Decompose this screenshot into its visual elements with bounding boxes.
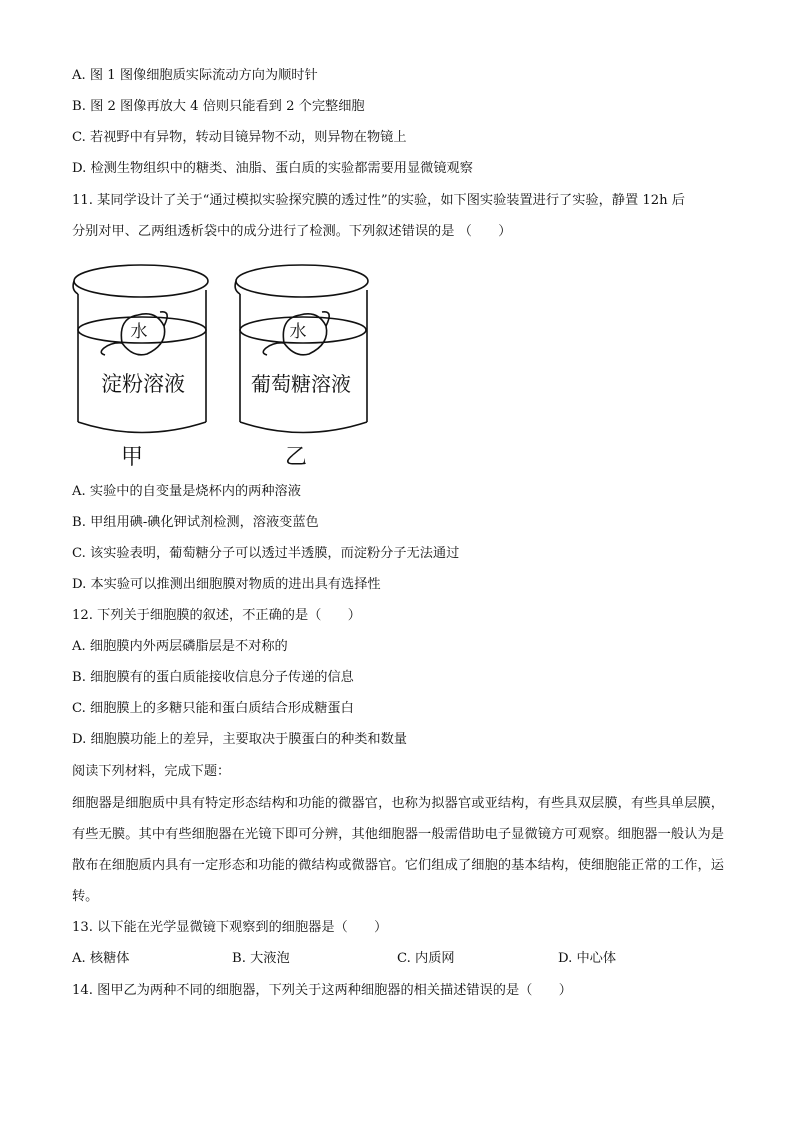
right-beaker-label: 乙 bbox=[284, 445, 308, 470]
q11-option-a: A. 实验中的自变量是烧杯内的两种溶液 bbox=[72, 484, 301, 499]
beaker-left bbox=[73, 265, 208, 433]
q12-option-a: A. 细胞膜内外两层磷脂层是不对称的 bbox=[72, 639, 288, 654]
q11-option-b: B. 甲组用碘-碘化钾试剂检测，溶液变蓝色 bbox=[72, 515, 319, 530]
reading-passage: 细胞器是细胞质中具有特定形态结构和功能的微器官，也称为拟器官或亚结构，有些具双层膜，有些具单层膜，有些无膜。其中有些细胞器在光镜下即可分辨，其他细胞器一般需借助电子显微镜方可观察。细胞器一般认为是散布在细胞质内具有一定形态和功能的微结构或微器官。它们组成了细胞的基本结构，使细胞能正常的工作，运转。 bbox=[72, 796, 724, 904]
left-bag-label: 水 bbox=[130, 322, 148, 342]
left-beaker-label: 甲 bbox=[120, 445, 144, 470]
q12-option-c: C. 细胞膜上的多糖只能和蛋白质结合形成糖蛋白 bbox=[72, 701, 354, 716]
reading-intro: 阅读下列材料，完成下题： bbox=[72, 764, 231, 779]
q11-option-d: D. 本实验可以推测出细胞膜对物质的进出具有选择性 bbox=[72, 577, 381, 592]
q11-stem-line1: 11. 某同学设计了关于“通过模拟实验探究膜的透过性”的实验，如下图实验装置进行了实验，静置 12h 后 bbox=[72, 193, 685, 208]
left-solution-label: 淀粉溶液 bbox=[101, 372, 185, 396]
q12-option-b: B. 细胞膜有的蛋白质能接收信息分子传递的信息 bbox=[72, 670, 354, 685]
q11-stem-line2: 分别对甲、乙两组透析袋中的成分进行了检测。下列叙述错误的是 （ ） bbox=[72, 224, 512, 239]
q11-figure bbox=[60, 250, 380, 475]
right-solution-label: 葡萄糖溶液 bbox=[251, 372, 351, 396]
q10-option-a: A. 图 1 图像细胞质实际流动方向为顺时针 bbox=[72, 68, 318, 83]
q11-option-c: C. 该实验表明，葡萄糖分子可以透过半透膜，而淀粉分子无法通过 bbox=[72, 546, 460, 561]
q13-option-b: B. 大液泡 bbox=[232, 951, 290, 966]
q10-option-b: B. 图 2 图像再放大 4 倍则只能看到 2 个完整细胞 bbox=[72, 99, 365, 114]
q12-stem: 12. 下列关于细胞膜的叙述，不正确的是（ ） bbox=[72, 608, 361, 623]
q13-option-d: D. 中心体 bbox=[558, 951, 617, 966]
q12-option-d: D. 细胞膜功能上的差异，主要取决于膜蛋白的种类和数量 bbox=[72, 732, 407, 747]
q13-stem: 13. 以下能在光学显微镜下观察到的细胞器是（ ） bbox=[72, 920, 388, 935]
q14-stem: 14. 图甲乙为两种不同的细胞器，下列关于这两种细胞器的相关描述错误的是（ ） bbox=[72, 983, 572, 998]
beaker-right bbox=[235, 265, 368, 433]
q10-option-d: D. 检测生物组织中的糖类、油脂、蛋白质的实验都需要用显微镜观察 bbox=[72, 161, 473, 176]
q13-option-a: A. 核糖体 bbox=[72, 951, 130, 966]
q10-option-c: C. 若视野中有异物，转动目镜异物不动，则异物在物镜上 bbox=[72, 130, 407, 145]
q13-option-c: C. 内质网 bbox=[397, 951, 455, 966]
right-bag-label: 水 bbox=[289, 322, 307, 342]
